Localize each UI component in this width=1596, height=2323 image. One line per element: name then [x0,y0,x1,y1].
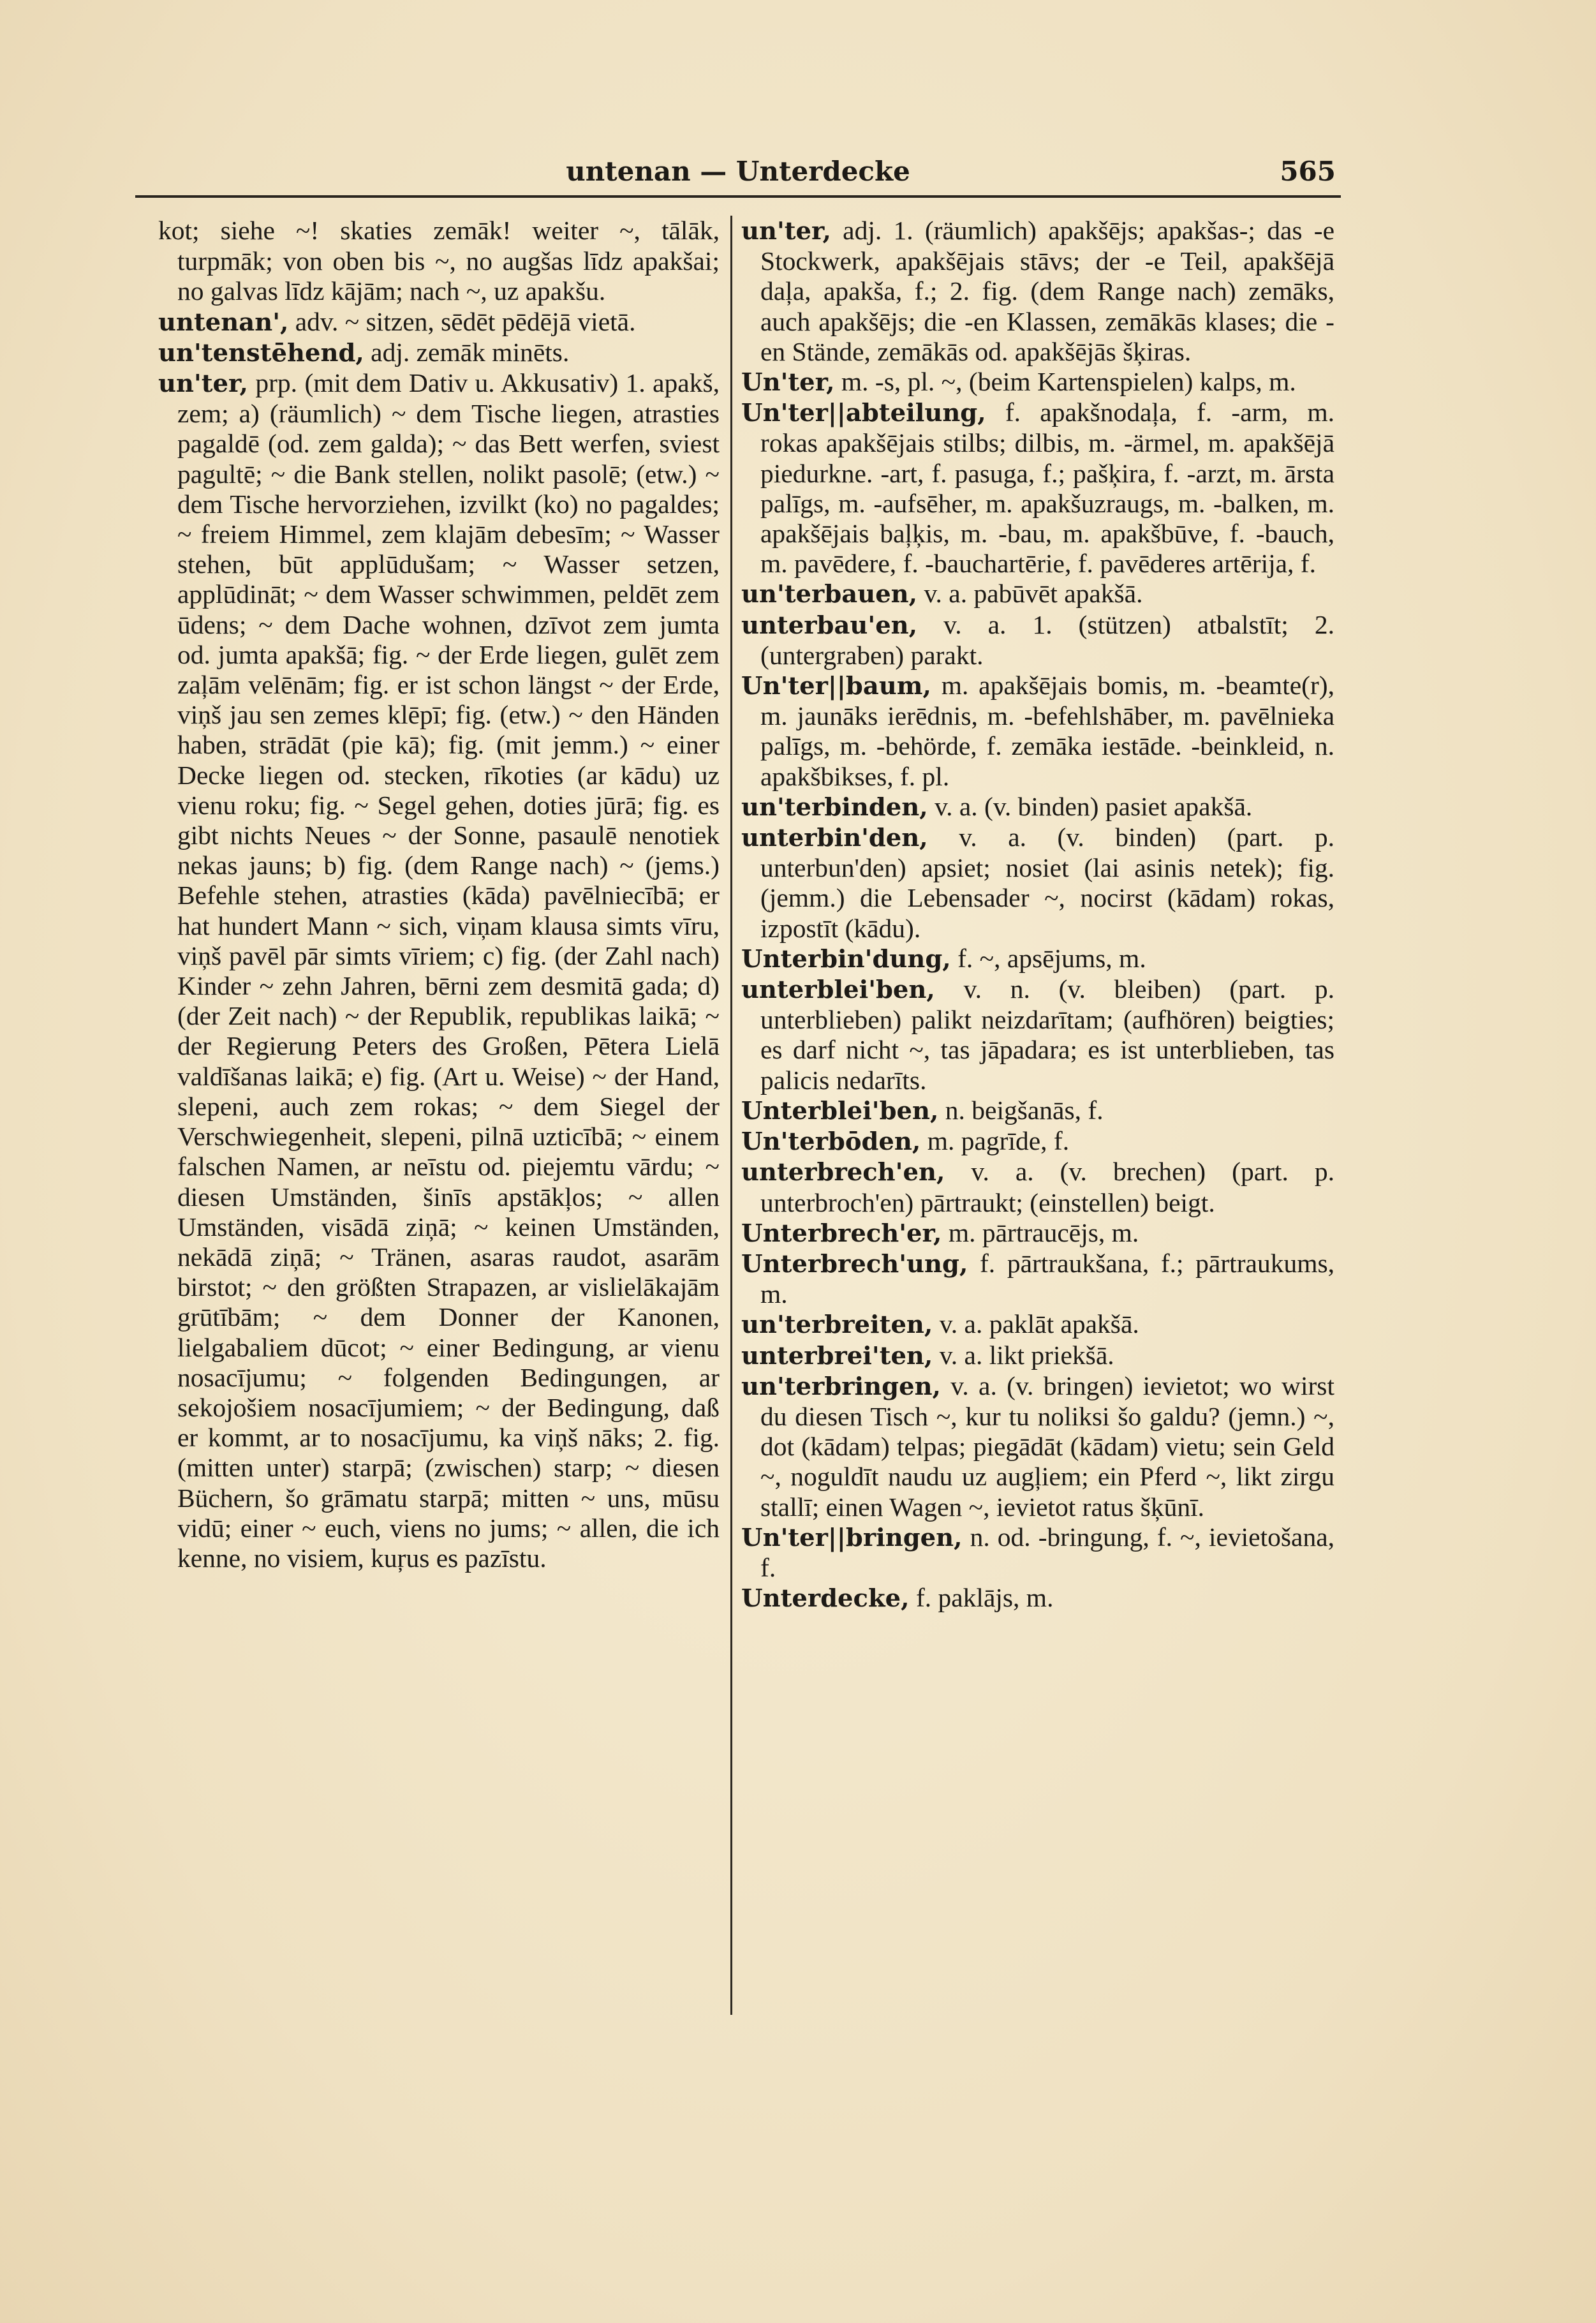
dictionary-entry [741,1583,1334,1614]
entry-headword: untenan', [158,308,289,337]
entry-text: m. pārtraucējs, m. [942,1217,1139,1247]
entry-headword: Un'ter||baum, [741,672,931,701]
entry-text: v. a. (v. binden) pasiet apakšā. [927,791,1253,821]
entry-headword: un'terbringen, [741,1372,941,1401]
entry-text: m. pagrīde, f. [920,1126,1070,1156]
entry-headword: Unterbin'dung, [741,944,951,974]
entry-text: v. a. pabūvēt apakšā. [917,579,1143,609]
entry-text: adj. 1. (räumlich) apakšējs; apakšas-; das -e Stockwerk, apakšējais stāvs; der -e Teil, apakšējā daļa, apakša, f.; 2. fig. (dem Range nach) zemāks, auch apakšējs; die -en Klassen, zemākās klases; die -en Stände, zemākās od. apakšējās šķiras. [760,216,1334,366]
entry-headword: Unterbrech'ung, [741,1249,968,1279]
entry-text: v. a. (v. binden) (part. p. unterbun'den) apsiet; nosiet (lai asinis netek); fig. (jemm.) die Lebensader ~, nocirst (kādam) rokas, izpostīt (kādu). [760,822,1334,943]
dictionary-entry [158,307,720,338]
dictionary-entry [741,822,1334,944]
dictionary-entry [741,579,1334,609]
entry-headword: Unterblei'ben, [741,1096,939,1125]
entry-headword: unterbin'den, [741,824,928,853]
entry-headword: un'ter, [158,369,248,399]
dictionary-entry [741,1157,1334,1217]
left-column [158,216,720,2040]
dictionary-entry [741,671,1334,792]
page-header [135,151,1341,198]
dictionary-entry [158,216,720,307]
entry-headword: unterbrei'ten, [741,1341,933,1370]
entry-text: v. n. (v. bleiben) (part. p. unterblieben) palikt neizdarītam; (aufhören) beigties; es darf nicht ~, tas jāpadara; es ist unterblieben, tas palicis nedarīts. [760,974,1334,1095]
entry-text: n. od. -bringung, f. ~, ievietošana, f. [760,1522,1334,1582]
entry-text: adv. ~ sitzen, sēdēt pēdējā vietā. [288,306,636,336]
right-column [741,216,1334,2040]
dictionary-entry [741,1309,1334,1340]
entry-headword: un'tenstēhend, [158,338,364,367]
dictionary-entry [158,338,720,368]
entry-text: kot; siehe ~! skaties zemāk! weiter ~, tālāk, turpmāk; von oben bis ~, no augšas līdz apakšai; no galvas līdz kājām; nach ~, uz apakšu. [158,216,720,306]
dictionary-entry [741,792,1334,822]
entry-headword: unterbau'en, [741,611,918,640]
dictionary-entry [741,216,1334,367]
entry-text: m. apakšējais bomis, m. -beamte(r), m. jaunāks ierēdnis, m. -befehlshāber, m. pavēlnieka palīgs, m. -behörde, f. zemāka iestāde. -beinkleid, n. apakšbikses, f. pl. [760,671,1334,791]
dictionary-entry [741,1522,1334,1583]
entry-headword: unterblei'ben, [741,976,935,1005]
entry-text: n. beigšanās, f. [938,1095,1104,1125]
dictionary-entry [741,944,1334,974]
entry-text: f. paklājs, m. [909,1583,1054,1613]
dictionary-entry [741,610,1334,671]
entry-text: v. a. 1. (stützen) atbalstīt; 2. (untergraben) parakt. [760,609,1334,670]
running-head: untenan — Unterdecke [566,156,910,187]
entry-text: f. ~, apsējums, m. [950,943,1146,973]
dictionary-entry [741,1340,1334,1371]
dictionary-entry [741,397,1334,579]
dictionary-entry [158,368,720,1573]
entry-text: v. a. (v. brechen) (part. p. unterbroch'en) pārtraukt; (einstellen) beigt. [760,1157,1334,1217]
dictionary-entry [741,1249,1334,1309]
entry-text: m. -s, pl. ~, (beim Kartenspielen) kalps, m. [834,367,1296,397]
entry-text: adj. zemāk minēts. [364,337,570,367]
entry-headword: Un'terbōden, [741,1127,921,1157]
entry-headword: unterbrech'en, [741,1158,945,1187]
dictionary-entry [741,1371,1334,1522]
entry-headword: Unterdecke, [741,1584,910,1614]
entry-headword: un'terbreiten, [741,1310,933,1340]
entry-text: v. a. likt priekšā. [933,1340,1114,1370]
column-divider [730,216,732,2015]
dictionary-entry [741,1126,1334,1157]
entry-text: v. a. (v. bringen) ievietot; wo wirst du diesen Tisch ~, kur tu noliksi šo galdu? (jemn.) ~, dot (kādam) telpas; piegādāt (kādam) vietu; sein Geld ~, noguldīt naudu uz augļiem; ein Pferd ~, likt zirgu stallī; einen Wagen ~, ievietot ratus šķūnī. [760,1370,1334,1522]
dictionary-entry [741,367,1334,397]
dictionary-entry [741,1095,1334,1126]
entry-headword: un'terbauen, [741,580,918,609]
entry-text: f. apakšnodaļa, f. -arm, m. rokas apakšējais stilbs; dilbis, m. -ärmel, m. apakšējā piedurkne. -art, f. pasuga, f.; pašķira, f. -arzt, m. ārsta palīgs, m. -aufsēher, m. apakšuzraugs, m. -balken, m. apakšējais baļķis, m. -bau, m. apakšbūve, f. -bauch, m. pavēdere, f. -bauchartērie, f. pavēderes artērija, f. [760,397,1334,579]
entry-text: f. pārtraukšana, f.; pārtraukums, m. [760,1248,1334,1309]
dictionary-entry [741,1218,1334,1249]
entry-headword: Un'ter||abteilung, [741,399,986,428]
entry-headword: Unterbrech'er, [741,1219,942,1248]
entry-headword: un'terbinden, [741,792,928,822]
dictionary-entry [741,974,1334,1095]
page-number: 565 [1280,156,1336,187]
entry-text: prp. (mit dem Dativ u. Akkusativ) 1. apakš, zem; a) (räumlich) ~ dem Tische liegen, atrasties pagaldē (od. zem galda); ~ das Bett werfen, sviest pagultē; ~ die Bank stellen, nolikt pasolē; (etw.) ~ dem Tische hervorziehen, izvilkt (ko) no pagaldes; ~ freiem Himmel, zem klajām debesīm; ~ Wasser stehen, būt applūdušam; ~ Wasser setzen, applūdināt; ~ dem Wasser schwimmen, peldēt zem ūdens; ~ dem Dache wohnen, dzīvot zem jumta od. jumta apakšā; fig. ~ der Erde liegen, gulēt zem zaļām velēnām; fig. er ist schon längst ~ der Erde, viņš jau sen zemes klēpī; fig. (etw.) ~ den Händen haben, strādāt (pie kā); fig. (mit jemm.) ~ einer Decke liegen od. stecken, rīkoties (ar kādu) uz vienu roku; fig. ~ Segel gehen, doties jūrā; fig. es gibt nichts Neues ~ der Sonne, pasaulē nenotiek nekas jauns; b) fig. (dem Range nach) ~ (jems.) Befehle stehen, atrasties (kāda) pavēlniecībā; er hat hundert Mann ~ sich, viņam klausa simts vīru, viņš pavēl pār simts vīriem; c) fig. (der Zahl nach) Kinder ~ zehn Jahren, bērni zem desmitā gada; d) (der Zeit nach) ~ der Republik, republikas laikā; ~ der Regierung Peters des Großen, Pētera Lielā valdīšanas laikā; e) fig. (Art u. Weise) ~ der Hand, slepeni, auch zem rokas; ~ dem Siegel der Verschwiegenheit, slepeni, pilnā uzticībā; ~ einem falschen Namen, ar neīstu od. piejemtu vārdu; ~ diesen Umständen, šinīs apstākļos; ~ allen Umständen, visādā ziņā; ~ keinen Umständen, nekādā ziņā; ~ Tränen, asaras raudot, asarām birstot; ~ den größten Strapazen, ar vislielākajām grūtībām; ~ dem Donner der Kanonen, lielgabaliem dūcot; ~ einer Bedingung, ar vienu nosacījumu; ~ folgenden Bedingungen, ar sekojošiem nosacījumiem; ~ der Bedingung, daß er kommt, ar to nosacījumu, ka viņš nāks; 2. fig. (mitten unter) starpā; (zwischen) starp; ~ diesen Büchern, šo grāmatu starpā; mitten ~ uns, mūsu vidū; einer ~ euch, viens no jums; ~ allen, die ich kenne, no visiem, kuŗus es pazīstu. [177,368,720,1573]
entry-headword: Un'ter, [741,368,835,397]
entry-text: v. a. paklāt apakšā. [933,1309,1139,1339]
entry-headword: Un'ter||bringen, [741,1523,963,1552]
entry-headword: un'ter, [741,217,831,246]
